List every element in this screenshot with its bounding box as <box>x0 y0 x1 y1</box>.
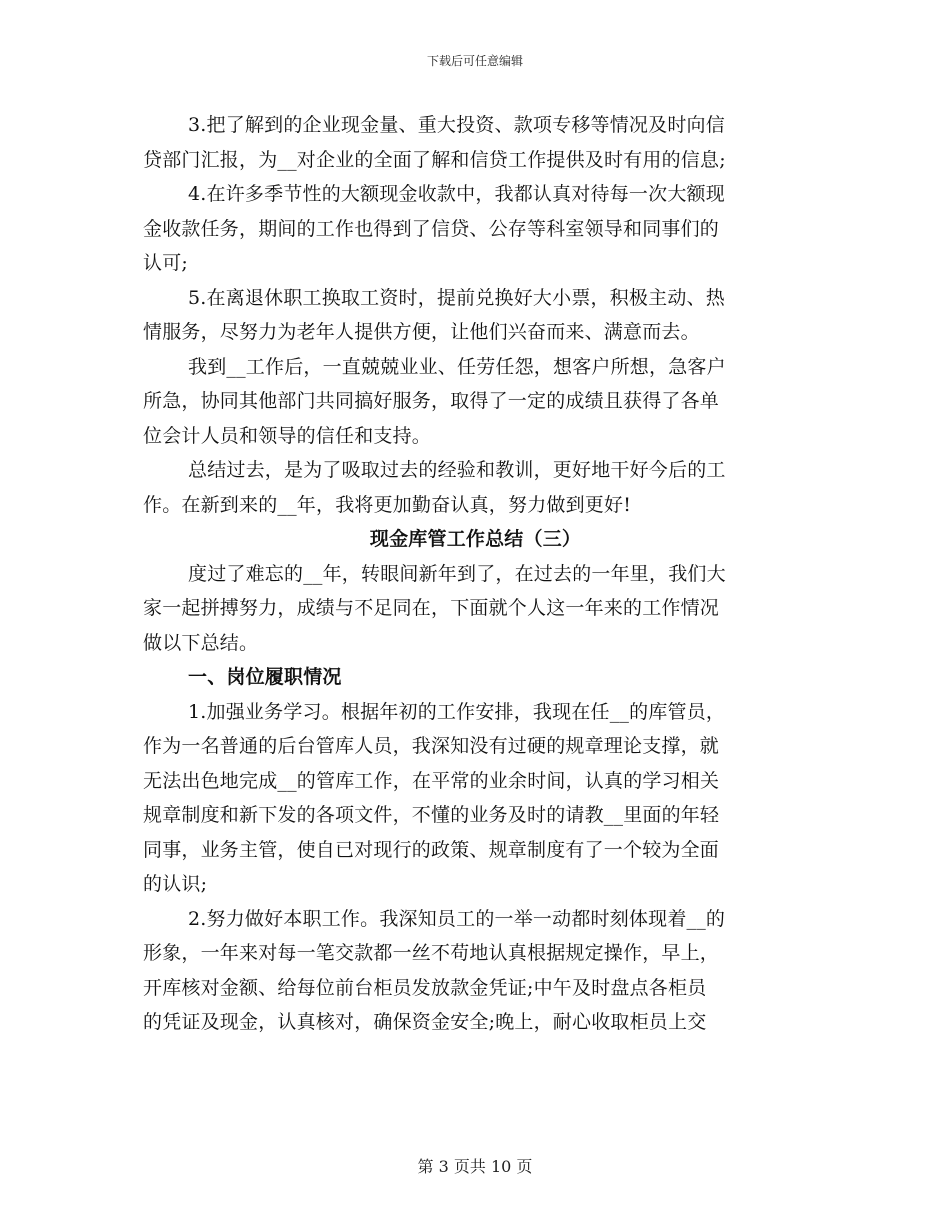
page-header: 下载后可任意编辑 <box>426 54 523 68</box>
paragraph-line: 的认识; <box>143 873 208 895</box>
paragraph-line: 位会计人员和领导的信任和支持。 <box>143 424 432 447</box>
section-title: 现金库管工作总结（三） <box>369 528 582 550</box>
subsection-heading: 一、岗位履职情况 <box>188 666 342 688</box>
paragraph-line: 3.把了解到的企业现金量、重大投资、款项专移等情况及时向信 <box>188 114 725 136</box>
paragraph-line: 开库核对金额、给每位前台柜员发放款金凭证;中午及时盘点各柜员 <box>143 976 707 999</box>
paragraph-line: 规章制度和新下发的各项文件，不懂的业务及时的请教__里面的年轻 <box>143 804 720 826</box>
paragraph-line: 5.在离退休职工换取工资时，提前兑换好大小票，积极主动、热 <box>188 286 725 309</box>
paragraph-line: 金收款任务，期间的工作也得到了信贷、公存等科室领导和同事们的 <box>143 217 720 240</box>
paragraph-line: 形象，一年来对每一笔交款都一丝不苟地认真根据规定操作，早上， <box>143 942 720 964</box>
paragraph-line: 情服务，尽努力为老年人提供方便，让他们兴奋而来、满意而去。 <box>143 321 700 343</box>
paragraph-line: 做以下总结。 <box>143 631 259 654</box>
paragraph-line: 无法出色地完成__的管库工作，在平常的业余时间，认真的学习相关 <box>143 769 720 792</box>
paragraph-line: 所急，协同其他部门共同搞好服务，取得了一定的成绩且获得了各单 <box>143 390 720 412</box>
paragraph-line: 4.在许多季节性的大额现金收款中，我都认真对待每一次大额现 <box>188 183 725 205</box>
page-footer: 第 3 页共 10 页 <box>417 1157 533 1176</box>
paragraph-line: 同事，业务主管，使自已对现行的政策、规章制度有了一个较为全面 <box>143 838 720 861</box>
paragraph-line: 总结过去，是为了吸取过去的经验和教训，更好地干好今后的工 <box>188 459 726 481</box>
paragraph-line: 我到__工作后，一直兢兢业业、任劳任怨，想客户所想，急客户 <box>188 355 726 378</box>
paragraph-line: 家一起拼搏努力，成绩与不足同在，下面就个人这一年来的工作情况 <box>143 597 720 619</box>
paragraph-line: 度过了难忘的__年，转眼间新年到了，在过去的一年里，我们大 <box>188 562 726 585</box>
paragraph-line: 2.努力做好本职工作。我深知员工的一举一动都时刻体现着__的 <box>188 907 726 930</box>
paragraph-line: 的凭证及现金，认真核对，确保资金安全;晚上，耐心收取柜员上交 <box>143 1011 707 1033</box>
paragraph-line: 作为一名普通的后台管库人员，我深知没有过硬的规章理论支撑，就 <box>143 735 720 757</box>
paragraph-line: 认可; <box>143 252 189 274</box>
paragraph-line: 作。在新到来的__年，我将更加勤奋认真，努力做到更好! <box>143 493 632 516</box>
paragraph-line: 1.加强业务学习。根据年初的工作安排，我现在任__的库管员， <box>188 700 726 723</box>
paragraph-line: 贷部门汇报，为__对企业的全面了解和信贷工作提供及时有用的信息; <box>143 148 726 171</box>
document-body <box>143 108 808 1040</box>
